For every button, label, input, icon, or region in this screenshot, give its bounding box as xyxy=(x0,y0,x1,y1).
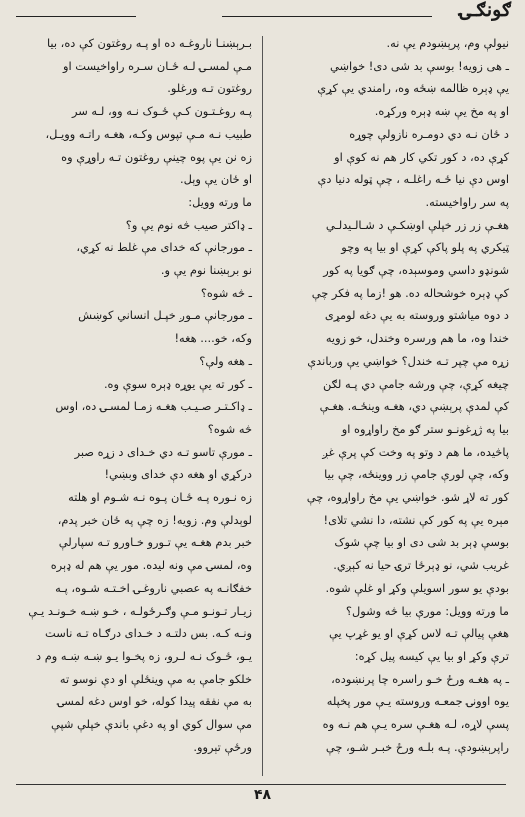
footer-rule xyxy=(16,784,506,785)
text-line: به مې نفقه پيدا کوله، خو اوس دغه لمسۍ xyxy=(57,694,252,709)
text-line: زه نـوره پـه ځـان پـوه نـه شـوم او هلته xyxy=(68,490,252,505)
text-line: راپرېښودې. پـه بلـه ورځ خبـر شـو، چې xyxy=(325,739,509,754)
text-line: د ځان نـه دي دومـره نازولې چوړه xyxy=(349,126,509,141)
text-line: ـ مورجانې مـوږ خپـل انساني کوښش xyxy=(78,308,252,323)
text-line: څه شوه؟ xyxy=(207,421,252,436)
text-line: هغې پيالې تـه لاس کړې او يو غړپ يې xyxy=(329,626,509,641)
text-line: لوېدلې وم. زويه! زه چې په ځان خبر پدم، xyxy=(57,512,252,527)
text-line: يوه اوونۍ جمعـه وروسته يـې مور پخپله xyxy=(326,694,509,709)
text-line: مـې لمسـۍ لـه ځـان سـره راواخيست او xyxy=(63,58,252,73)
text-line: طبيب نـه مـې تپوس وكـه، هغـه راتـه وويـل، xyxy=(45,126,252,141)
text-line: ـ مورجانې که خدای مې غلط نه کړي، xyxy=(76,240,252,255)
page-header xyxy=(0,0,525,30)
text-line: ورځې تېروو. xyxy=(193,739,252,754)
text-line: ټيکري په پلو پاکې کړې او بيا په وچو xyxy=(341,240,509,255)
text-line: وکه، خو.... هغه! xyxy=(174,331,252,346)
text-line: ما ورته وويل: مورې بيا څه وشول؟ xyxy=(345,603,509,618)
text-line: خلکو جامې به مې وينځلې او دې نوسو ته xyxy=(59,671,252,686)
text-line: خفګانـه په عصبي ناروغـۍ اخـتـه شـوه، پـه xyxy=(55,580,252,595)
text-line: پـه روغـتـون كـې ځـوک نـه وو، لـه سر xyxy=(71,104,252,119)
text-line: روغتون تـه ورغلو. xyxy=(167,81,252,96)
text-line: شونډو داسي وموسېده، چې ګويا په کور xyxy=(323,263,509,278)
text-line: کور ته لاړ شو. خواښي يې مخ راواړوه، چې xyxy=(306,490,509,505)
text-line: ما ورته وويل: xyxy=(188,194,252,209)
text-line: او ځان يې وېل. xyxy=(180,172,252,187)
text-line: مېره يې په کور کې نشته، دا نشي تلای! xyxy=(323,512,509,527)
left-text-column xyxy=(20,32,252,759)
text-line: زيـار تـونـو مـې وګـرځولـه ، خـو ښـه خـونـد يـې xyxy=(28,603,252,618)
text-line: ترې وکړ او بيا يې کيسه پيل کړه: xyxy=(354,648,509,663)
text-line: غريب شي، نو ډېرځا ترۍ حيا نه کېږي. xyxy=(333,558,509,573)
header-rule-left xyxy=(16,16,136,17)
text-line: خندا وه، ما هم ورسره وخندل، خو زويه xyxy=(325,331,509,346)
text-line: درکړي او هغه دې خدای وبښي! xyxy=(104,467,252,482)
text-line: ـ کور ته يې يوړه ډېره سوې وه. xyxy=(103,376,252,391)
text-line: پسې لاړه، لـه هغـې سره يـې هم نـه وه xyxy=(322,717,509,732)
text-line: کړې ده، د کور تکي کار هم نه کوې او xyxy=(334,149,509,164)
text-line: مې سوال کوي او په دغې باندې خپلې شپې xyxy=(50,717,252,732)
text-line: ـ مورې تاسو تـه دي خـدای د زړه صبر xyxy=(74,444,252,459)
text-line: اوس دې نيا ځـه راغلـه ، چې ټوله دنيا دې xyxy=(317,172,509,187)
text-line: ـ هی زويه! بوسې بد شی دی! خواښي xyxy=(330,58,509,73)
text-line: ـ په هغـه ورځ خـو راسره چا پرنښوده، xyxy=(331,671,509,686)
page-number: ۴۸ xyxy=(253,787,272,803)
text-line: بيا په ژړغونـو ستر ګو مخ راواړوه او xyxy=(341,421,509,436)
right-text-column xyxy=(277,32,509,759)
text-line: هغـې زر زر خپلې اوښکـې د شـالـيدلـي xyxy=(325,217,509,232)
text-line: کې لمدې پرېښې دي، هغـه وينځـه. هغـې xyxy=(319,399,509,414)
text-line: ـ ډاکـتـر صـيـب هغـه زمـا لمسـۍ ده، اوس xyxy=(55,399,252,414)
text-line: په سر راواخيسته. xyxy=(425,194,509,209)
text-line: پاڅيده، ما هم د وتو په وخت کې پرې غږ xyxy=(322,444,509,459)
text-line: ـ هغه ولې؟ xyxy=(199,353,252,368)
magazine-title: ګونګـۍ xyxy=(459,0,511,21)
text-line: ـ څه شوه؟ xyxy=(200,285,252,300)
text-line: کې ډېره خوشحاله ده. هو !زما په فکر چې xyxy=(311,285,509,300)
text-line: زړه مې چپر تـه خندل؟ خواښي يې ورباندې xyxy=(307,353,509,368)
text-line: چيغه کړې، چې ورشه جامې دي پـه لګن xyxy=(322,376,509,391)
header-rule-right xyxy=(222,16,432,17)
text-line: خبر بدم هغـه يې تـورو خـاورو تـه سپارلې xyxy=(58,535,252,550)
text-line: زه نن يې پوه چينې روغتون تـه راوړې وه xyxy=(61,149,252,164)
text-line: نو برېښنا نوم يې و. xyxy=(160,263,252,278)
text-line: يې ډېره ظالمه ښځه وه، رامندي يې کړې xyxy=(317,81,509,96)
text-line: ونـه کـه. بس دلتـه د خـدای درګـاه تـه ناست xyxy=(45,626,252,641)
text-line: او په مخ يې ښه ډېره وركړه. xyxy=(374,104,509,119)
text-line: ـ ډاکتر صيب څه نوم يې و؟ xyxy=(125,217,252,232)
column-divider xyxy=(262,36,263,776)
text-line: يـو، ځـوک نـه لـرو، زه پخـوا يـو ښـه ښـه وم د xyxy=(36,648,252,663)
text-line: وکه، چې لورې جامې زر ووينځه، چې بيا xyxy=(324,467,509,482)
text-line: بودې يو سور اسويلې وکړ او غلې شوه. xyxy=(325,580,509,595)
text-line: بوسې ډېر بد شی دی او بيا چې شوک xyxy=(334,535,509,550)
text-line: بـرېښنـا ناروغـه ده او پـه روغتون كې ده، بيا xyxy=(46,36,252,50)
text-line: نيولې وم، پرېښودم يې نه. xyxy=(386,36,509,50)
text-line: د دوه مياشتو وروسته به يې دغه لومړی xyxy=(324,308,509,323)
text-line: وه، لمسۍ مې ونه ليده. مور يې هم له ډېره xyxy=(50,558,252,573)
